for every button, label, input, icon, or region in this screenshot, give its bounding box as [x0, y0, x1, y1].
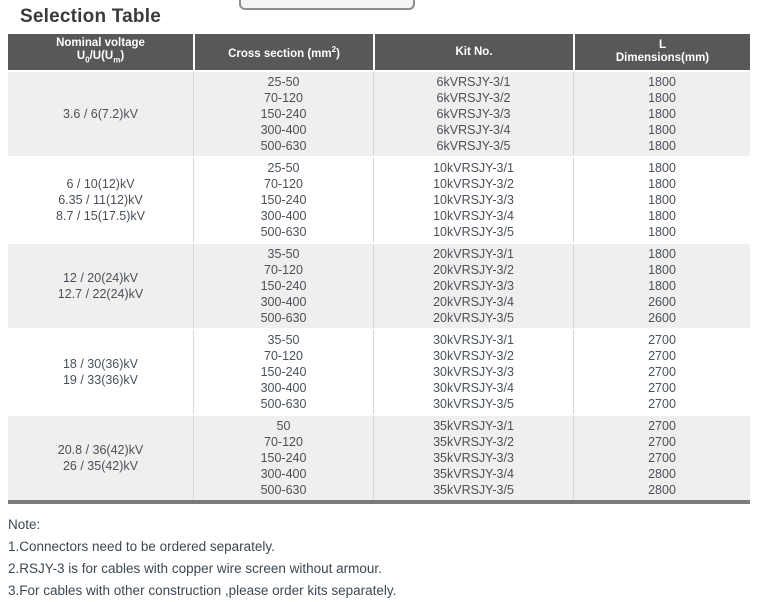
cross-section-cell [193, 330, 373, 414]
voltage-line: 18 / 30(36)kV [62, 357, 139, 371]
table-header-row [8, 34, 750, 70]
header-nominal-voltage-line2: $U_0/U(U_m)$ [76, 50, 125, 65]
dimension-value: 1800 [648, 107, 676, 121]
kit-no-value: 30kVRSJY-3/1 [433, 333, 514, 347]
dimension-value: 1800 [648, 193, 676, 207]
cross-section-value: 500-630 [260, 397, 307, 411]
kit-no-value: 6kVRSJY-3/3 [436, 107, 511, 121]
cross-section-value: 70-120 [264, 435, 303, 449]
voltage-line: 6.35 / 11(12)kV [58, 193, 143, 207]
cross-section-value: 500-630 [260, 311, 307, 325]
kit-no-cell [373, 330, 573, 414]
header-dimensions: L Dimensions(mm) [573, 34, 750, 70]
cropped-top-box [239, 0, 415, 10]
dimension-value: 1800 [648, 161, 676, 175]
cross-section-value: 300-400 [260, 123, 307, 137]
kit-no-cell [373, 416, 573, 500]
kit-no-value: 35kVRSJY-3/2 [433, 435, 514, 449]
cross-section-value: 25-50 [267, 75, 300, 89]
cross-section-cell [193, 72, 373, 156]
notes-label: Note: [8, 517, 41, 532]
dimension-value: 2700 [648, 451, 676, 465]
kit-no-value: 30kVRSJY-3/3 [433, 365, 514, 379]
cross-section-value: 150-240 [260, 365, 307, 379]
dimension-cell [573, 330, 750, 414]
voltage-cell [8, 158, 193, 242]
dimension-value: 2800 [648, 467, 676, 481]
cross-section-value: 150-240 [260, 451, 307, 465]
kit-no-value: 10kVRSJY-3/3 [433, 193, 514, 207]
cross-section-value: 300-400 [260, 209, 307, 223]
dimension-cell [573, 416, 750, 500]
voltage-cell [8, 244, 193, 328]
cross-section-value: 500-630 [260, 225, 307, 239]
voltage-cell [8, 72, 193, 156]
voltage-line: 12 / 20(24)kV [62, 271, 139, 285]
kit-no-value: 10kVRSJY-3/2 [433, 177, 514, 191]
header-cross-section: Cross section $(mm^2)$ [193, 34, 373, 70]
cross-section-cell [193, 416, 373, 500]
kit-no-value: 20kVRSJY-3/5 [433, 311, 514, 325]
kit-no-value: 6kVRSJY-3/2 [436, 91, 511, 105]
dimension-value: 1800 [648, 75, 676, 89]
page-title: Selection Table [20, 6, 161, 27]
dimension-cell [573, 244, 750, 328]
kit-no-cell [373, 72, 573, 156]
voltage-cell [8, 416, 193, 500]
voltage-group [8, 328, 750, 414]
note-line: 1.Connectors need to be ordered separately. [8, 539, 275, 554]
cross-section-value: 70-120 [264, 91, 303, 105]
table-bottom-border [8, 500, 750, 504]
dimension-value: 2700 [648, 419, 676, 433]
kit-no-value: 10kVRSJY-3/1 [433, 161, 514, 175]
cross-section-value: 150-240 [260, 193, 307, 207]
header-kit-no: Kit No. [373, 34, 573, 70]
cross-section-value: 35-50 [267, 247, 300, 261]
cross-section-value: 500-630 [260, 139, 307, 153]
note-line: 2.RSJY-3 is for cables with copper wire screen without armour. [8, 561, 382, 576]
kit-no-value: 35kVRSJY-3/5 [433, 483, 514, 497]
dimension-value: 1800 [648, 263, 676, 277]
note-line: 3.For cables with other construction ,please order kits separately. [8, 583, 397, 598]
kit-no-cell [373, 244, 573, 328]
voltage-group [8, 414, 750, 500]
kit-no-value: 20kVRSJY-3/3 [433, 279, 514, 293]
cross-section-value: 500-630 [260, 483, 307, 497]
cross-section-value: 70-120 [264, 349, 303, 363]
dimension-value: 1800 [648, 209, 676, 223]
dimension-cell [573, 158, 750, 242]
kit-no-value: 6kVRSJY-3/1 [436, 75, 511, 89]
dimension-value: 1800 [648, 123, 676, 137]
header-nominal-voltage [8, 34, 193, 70]
kit-no-value: 35kVRSJY-3/4 [433, 467, 514, 481]
dimension-value: 2700 [648, 365, 676, 379]
table-body [8, 70, 750, 500]
dimension-value: 2700 [648, 333, 676, 347]
kit-no-value: 6kVRSJY-3/5 [436, 139, 511, 153]
voltage-line: 20.8 / 36(42)kV [57, 443, 144, 457]
dimension-cell [573, 72, 750, 156]
header-nominal-voltage-line1: Nominal voltage [56, 37, 145, 50]
voltage-group [8, 156, 750, 242]
voltage-cell [8, 330, 193, 414]
kit-no-value: 35kVRSJY-3/3 [433, 451, 514, 465]
dimension-value: 2800 [648, 483, 676, 497]
kit-no-value: 20kVRSJY-3/4 [433, 295, 514, 309]
dimension-value: 1800 [648, 177, 676, 191]
dimension-value: 2700 [648, 381, 676, 395]
kit-no-value: 20kVRSJY-3/2 [433, 263, 514, 277]
dimension-value: 2600 [648, 311, 676, 325]
voltage-group [8, 242, 750, 328]
dimension-value: 2600 [648, 295, 676, 309]
voltage-line: 8.7 / 15(17.5)kV [56, 209, 145, 223]
dimension-value: 1800 [648, 247, 676, 261]
kit-no-value: 30kVRSJY-3/2 [433, 349, 514, 363]
voltage-group [8, 70, 750, 156]
cross-section-value: 300-400 [260, 467, 307, 481]
kit-no-value: 10kVRSJY-3/4 [433, 209, 514, 223]
voltage-line: 6 / 10(12)kV [66, 177, 135, 191]
voltage-line: 12.7 / 22(24)kV [57, 287, 144, 301]
cross-section-value: 35-50 [267, 333, 300, 347]
kit-no-value: 6kVRSJY-3/4 [436, 123, 511, 137]
cross-section-cell [193, 158, 373, 242]
voltage-line: 19 / 33(36)kV [62, 373, 139, 387]
kit-no-value: 20kVRSJY-3/1 [433, 247, 514, 261]
kit-no-value: 35kVRSJY-3/1 [433, 419, 514, 433]
dimension-value: 1800 [648, 225, 676, 239]
dimension-value: 1800 [648, 139, 676, 153]
dimension-value: 2700 [648, 349, 676, 363]
kit-no-value: 10kVRSJY-3/5 [433, 225, 514, 239]
cross-section-value: 300-400 [260, 381, 307, 395]
voltage-line: 3.6 / 6(7.2)kV [62, 107, 139, 121]
voltage-line: 26 / 35(42)kV [62, 459, 139, 473]
dimension-value: 1800 [648, 279, 676, 293]
cross-section-value: 150-240 [260, 279, 307, 293]
cross-section-value: 25-50 [267, 161, 300, 175]
cross-section-cell [193, 244, 373, 328]
cross-section-value: 300-400 [260, 295, 307, 309]
kit-no-value: 30kVRSJY-3/4 [433, 381, 514, 395]
cross-section-value: 70-120 [264, 263, 303, 277]
cross-section-value: 50 [276, 419, 291, 433]
kit-no-cell [373, 158, 573, 242]
selection-table [8, 34, 750, 504]
dimension-value: 2700 [648, 435, 676, 449]
dimension-value: 2700 [648, 397, 676, 411]
cross-section-value: 150-240 [260, 107, 307, 121]
dimension-value: 1800 [648, 91, 676, 105]
cross-section-value: 70-120 [264, 177, 303, 191]
kit-no-value: 30kVRSJY-3/5 [433, 397, 514, 411]
